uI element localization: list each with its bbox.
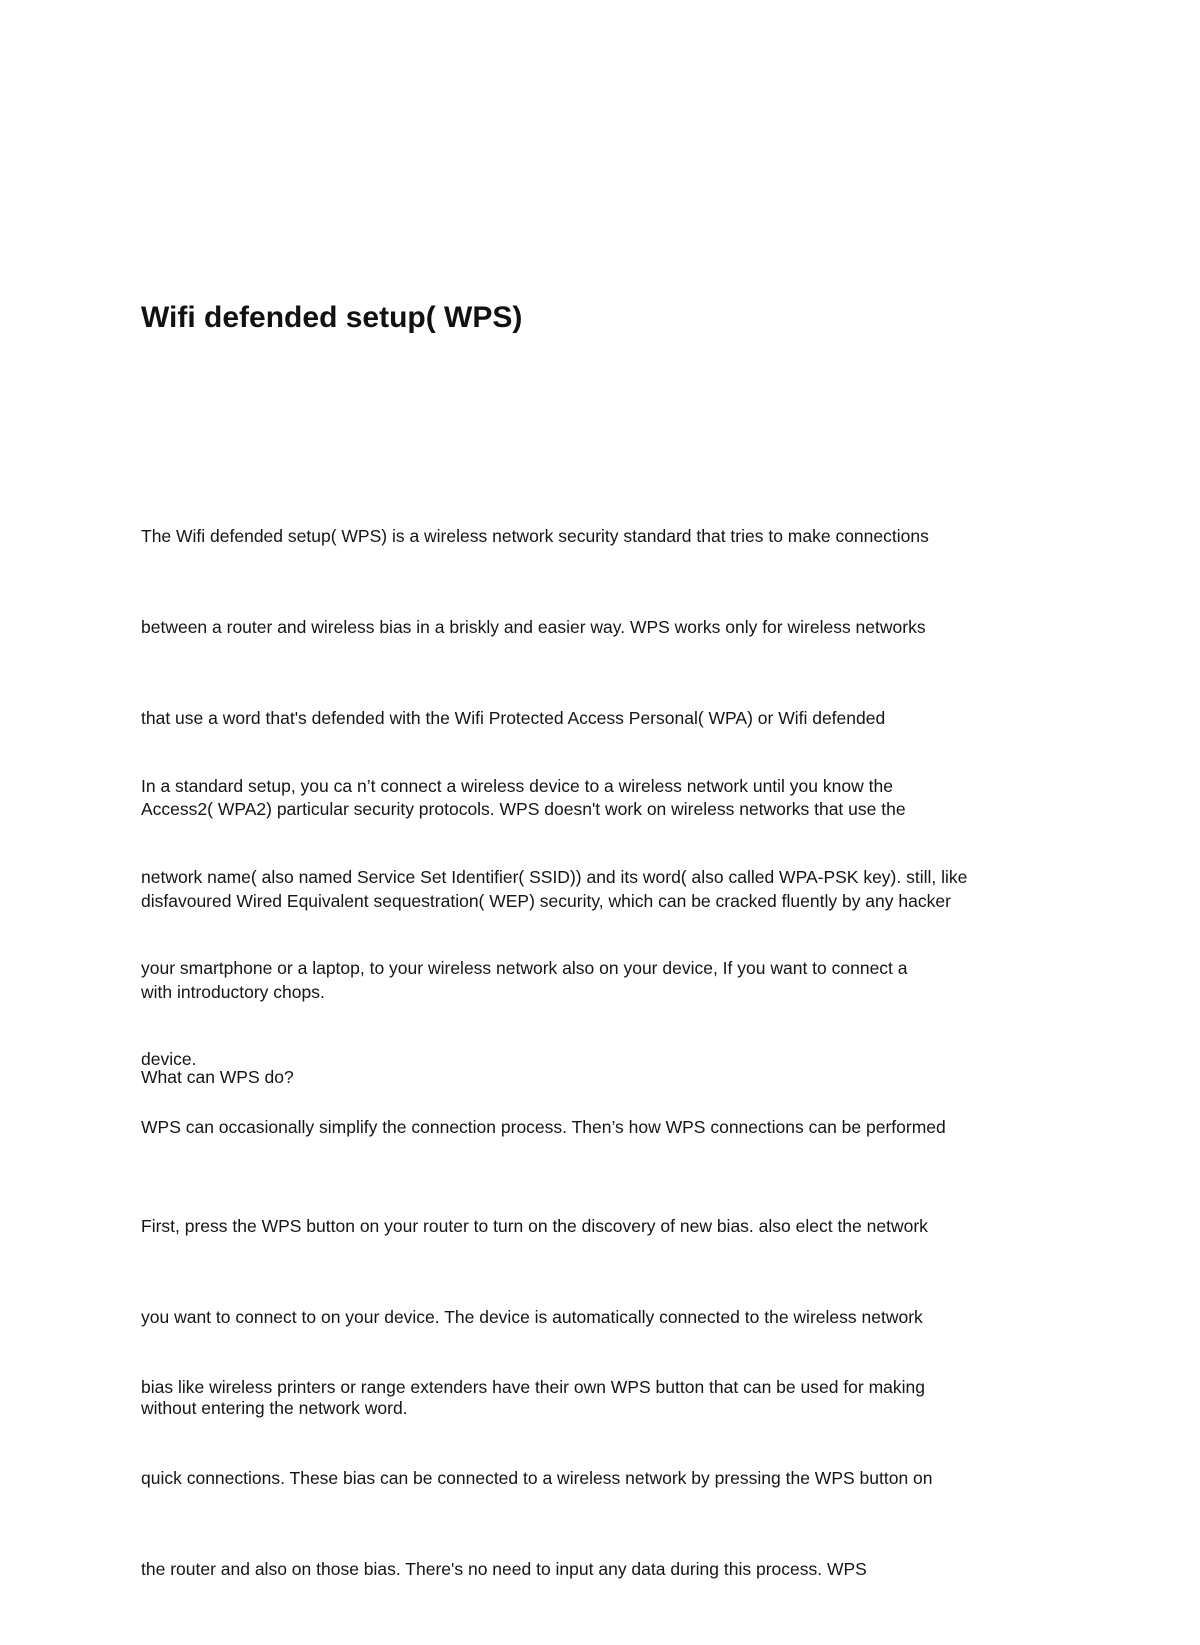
paragraph-line: WPS can occasionally simplify the connection process. Then’s how WPS connections can be performed	[141, 1116, 946, 1137]
paragraph-line: What can WPS do?	[141, 1066, 294, 1087]
paragraph-line: between a router and wireless bias in a briskly and easier way. WPS works only for wireless networks	[141, 617, 926, 638]
paragraph-line: Access2( WPA2) particular security protocols. WPS doesn't work on wireless networks that use the	[141, 799, 906, 820]
paragraph-line: with introductory chops.	[141, 981, 325, 1002]
paragraph-line: The Wifi defended setup( WPS) is a wireless network security standard that tries to make connections	[141, 525, 929, 546]
paragraph-line: your smartphone or a laptop, to your wireless network also on your device, If you want to connect a	[141, 958, 908, 979]
paragraph-line: quick connections. These bias can be connected to a wireless network by pressing the WPS button on	[141, 1468, 933, 1489]
paragraph-line: without entering the network word.	[141, 1398, 408, 1419]
paragraph-line: disfavoured Wired Equivalent sequestration( WEP) security, which can be cracked fluently by any hacker	[141, 890, 951, 911]
paragraph-line: that use a word that's defended with the Wifi Protected Access Personal( WPA) or Wifi defended	[141, 708, 886, 729]
paragraph-line: bias like wireless printers or range extenders have their own WPS button that can be used for making	[141, 1376, 926, 1397]
paragraph-line: you want to connect to on your device. The device is automatically connected to the wireless network	[141, 1307, 923, 1328]
paragraph-bias-devices	[141, 1311, 1071, 1645]
paragraph-line: network name( also named Service Set Identifier( SSID)) and its word( also called WPA-PSK key). still, like	[141, 867, 968, 888]
document-title: Wifi defended setup( WPS)	[141, 301, 523, 334]
paragraph-line: First, press the WPS button on your router to turn on the discovery of new bias. also elect the network	[141, 1215, 928, 1236]
paragraph-line: the router and also on those bias. There's no need to input any data during this process. WPS	[141, 1559, 867, 1580]
paragraph-line: device.	[141, 1049, 197, 1070]
paragraph-line: In a standard setup, you ca n’t connect a wireless device to a wireless network until you know the	[141, 775, 893, 796]
